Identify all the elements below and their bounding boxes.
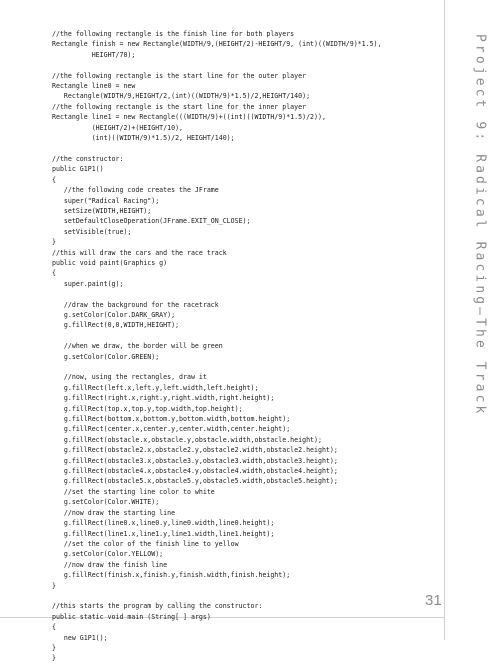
code-line: g.fillRect(line0.x,line0.y,line0.width,line0.height); <box>52 519 275 528</box>
code-line: public void paint(Graphics g) <box>52 258 168 267</box>
code-line: //now draw the starting line <box>52 508 176 517</box>
code-line: { <box>52 175 56 184</box>
code-line: //this starts the program by calling the constructor: <box>52 602 263 611</box>
code-line: g.fillRect(line1.x,line1.y,line1.width,line1.height); <box>52 529 275 538</box>
code-line: //now draw the finish line <box>52 560 168 569</box>
code-line: g.fillRect(finish.x,finish.y,finish.width,finish.height); <box>52 571 291 580</box>
code-line: g.setColor(Color.YELLOW); <box>52 550 164 559</box>
code-line: //the following rectangle is the start line for the outer player <box>52 71 307 80</box>
code-listing <box>52 29 440 664</box>
code-line: } <box>52 238 56 247</box>
chapter-side-title: Project 9: Radical Racing—The Track <box>472 34 488 417</box>
code-line: //the following code creates the JFrame <box>52 186 219 195</box>
code-line: Rectangle line0 = new <box>52 82 136 91</box>
code-line: { <box>52 623 56 632</box>
code-line: super("Radical Racing"); <box>52 196 160 205</box>
code-line: //the following rectangle is the start line for the inner player <box>52 102 307 111</box>
code-line: g.fillRect(obstacle2.x,obstacle2.y,obstacle2.width,obstacle2.height); <box>52 446 338 455</box>
code-line: g.fillRect(0,0,WIDTH,HEIGHT); <box>52 321 180 330</box>
code-line: g.fillRect(left.x,left.y,left.width,left.height); <box>52 383 259 392</box>
code-line: //when we draw, the border will be green <box>52 342 223 351</box>
code-line: //now, using the rectangles, draw it <box>52 373 207 382</box>
code-line: new G1P1(); <box>52 633 108 642</box>
code-line: //set the color of the finish line to yellow <box>52 539 239 548</box>
code-line: setSize(WIDTH,HEIGHT); <box>52 206 152 215</box>
code-line: g.fillRect(obstacle5.x,obstacle5.y,obstacle5.width,obstacle5.height); <box>52 477 338 486</box>
code-line: //the constructor: <box>52 154 124 163</box>
code-line: g.setColor(Color.WHITE); <box>52 498 160 507</box>
code-line: g.fillRect(obstacle4.x,obstacle4.y,obstacle4.width,obstacle4.height); <box>52 467 338 476</box>
code-line: g.fillRect(right.x,right.y,right.width,right.height); <box>52 394 275 403</box>
code-line: public static void main (String[ ] args) <box>52 612 211 621</box>
code-line: HEIGHT/70); <box>52 50 136 59</box>
code-line: setVisible(true); <box>52 227 132 236</box>
code-line: { <box>52 269 56 278</box>
code-line: Rectangle(WIDTH/9,HEIGHT/2,(int)((WIDTH/9)*1.5)/2,HEIGHT/140); <box>52 92 311 101</box>
code-line: //draw the background for the racetrack <box>52 300 219 309</box>
code-line: } <box>52 581 56 590</box>
code-line: Rectangle line1 = new Rectangle(((WIDTH/9)+((int)((WIDTH/9)*1.5)/2)), <box>52 113 326 122</box>
code-line: //this will draw the cars and the race track <box>52 248 227 257</box>
code-line: } <box>52 643 56 652</box>
code-line: g.fillRect(obstacle3.x,obstacle3.y,obstacle3.width,obstacle3.height); <box>52 456 338 465</box>
code-line: (HEIGHT/2)+(HEIGHT/10), <box>52 123 184 132</box>
code-line: g.setColor(Color.GREEN); <box>52 352 160 361</box>
code-line: } <box>52 654 56 663</box>
code-line: g.fillRect(top.x,top.y,top.width,top.height); <box>52 404 243 413</box>
code-line: (int)((WIDTH/9)*1.5)/2, HEIGHT/140); <box>52 134 235 143</box>
code-line: g.fillRect(center.x,center.y,center.width,center.height); <box>52 425 291 434</box>
code-line: Rectangle finish = new Rectangle(WIDTH/9,(HEIGHT/2)-HEIGHT/9, (int)((WIDTH/9)*1.5), <box>52 40 382 49</box>
code-line: super.paint(g); <box>52 279 124 288</box>
code-line: g.fillRect(obstacle.x,obstacle.y,obstacle.width,obstacle.height); <box>52 435 322 444</box>
page-number: 31 <box>425 592 442 609</box>
code-line: //set the starting line color to white <box>52 487 215 496</box>
code-line: public G1P1() <box>52 165 104 174</box>
code-line: setDefaultCloseOperation(JFrame.EXIT_ON_CLOSE); <box>52 217 251 226</box>
page-border-right <box>444 0 445 640</box>
code-line: //the following rectangle is the finish line for both players <box>52 30 295 38</box>
code-line: g.setColor(Color.DARK_GRAY); <box>52 310 176 319</box>
code-line: g.fillRect(bottom.x,bottom.y,bottom.width,bottom.height); <box>52 415 291 424</box>
